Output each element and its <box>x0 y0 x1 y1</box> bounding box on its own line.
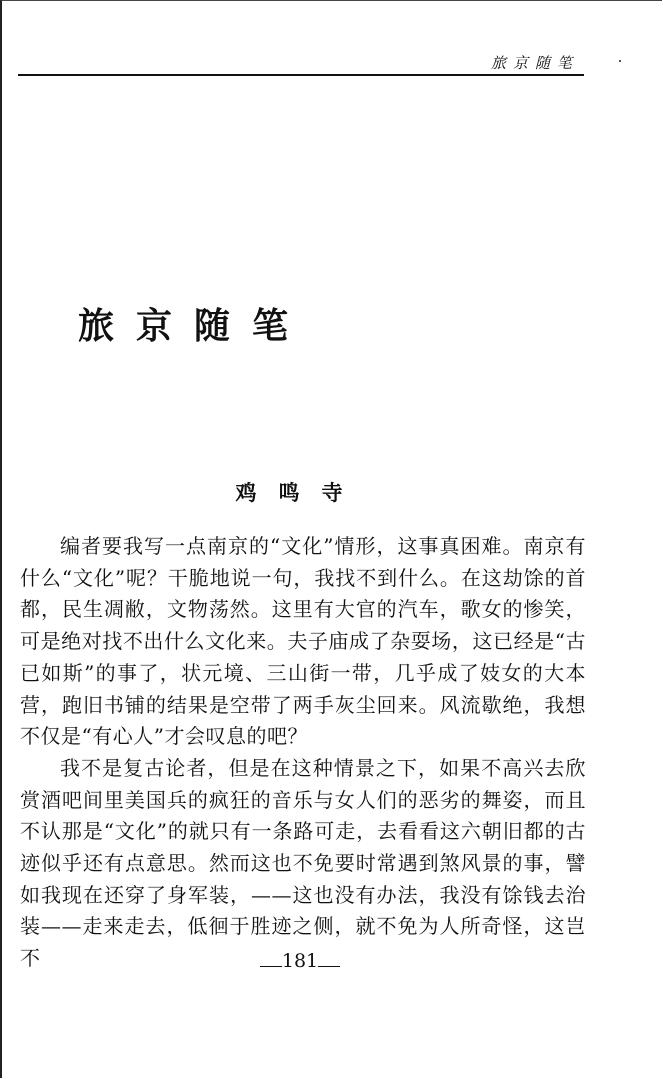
folio-dash-right <box>318 966 340 967</box>
body-text <box>20 531 586 975</box>
page-number <box>0 950 600 972</box>
paragraph-2: 我不是复古论者，但是在这种情景之下，如果不高兴去欣赏酒吧间里美国兵的疯狂的音乐与女人们的恶劣的舞姿，而且不认那是“文化”的就只有一条路可走，去看看这六朝旧都的古迹似乎还有点意思。然而这也不免要时常遇到煞风景的事，譬如我现在还穿了身军装，——这也没有办法，我没有馀钱去治装——走来走去，低徊于胜迹之侧，就不免为人所奇怪，这岂不 <box>20 755 586 971</box>
section-title: 鸡鸣寺 <box>235 481 365 505</box>
header-rule <box>18 74 584 76</box>
folio-dash-left <box>260 966 282 967</box>
running-head: 旅京随笔 <box>490 54 579 72</box>
page-number-value: 181 <box>281 950 319 972</box>
chapter-title: 旅京随笔 <box>78 306 311 347</box>
paragraph-1: 编者要我写一点南京的“文化”情形，这事真困难。南京有什么“文化”呢？干脆地说一句，我找不到什么。在这劫馀的首都，民生凋敝，文物荡然。这里有大官的汽车，歌女的惨笑，可是绝对找不出什么文化来。夫子庙成了杂耍场，这已经是“古已如斯”的事了，状元境、三山街一带，几乎成了妓女的大本营，跑旧书铺的结果是空带了两手灰尘回来。风流歇绝，我想不仅是“有心人”才会叹息的吧？ <box>20 534 586 749</box>
scan-speck <box>619 60 621 62</box>
